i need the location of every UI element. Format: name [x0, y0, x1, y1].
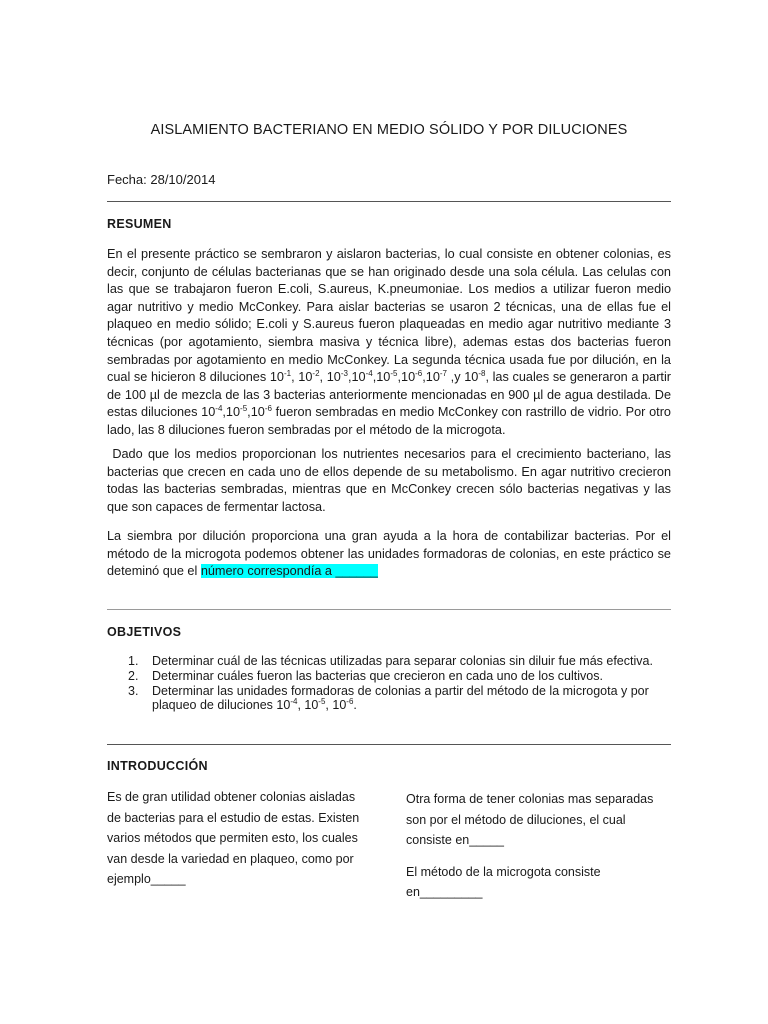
resumen-heading: RESUMEN [107, 217, 172, 231]
superscript: -8 [478, 369, 486, 379]
text-run: ,10 [247, 405, 265, 420]
text-run: ,10 [347, 370, 366, 385]
list-item-text: Determinar cuál de las técnicas utilizadas para separar colonias sin diluir fue más efectiva. [152, 654, 653, 668]
text-run: , 10 [319, 370, 341, 385]
text-run: , 10 [325, 698, 347, 713]
text-run: ,10 [397, 370, 416, 385]
highlighted-text: número correspondía a ______ [200, 564, 378, 579]
text-run: ,10 [372, 370, 391, 385]
intro-right-paragraph-2: El método de la microgota consiste en_________ [406, 864, 601, 899]
section-divider [107, 744, 671, 745]
superscript: -1 [283, 369, 292, 379]
list-item-text [152, 684, 649, 713]
document-title: AISLAMIENTO BACTERIANO EN MEDIO SÓLIDO Y POR DILUCIONES [150, 122, 628, 138]
superscript: -6 [346, 697, 354, 707]
text-run: En el presente práctico se sembraron y aislaron bacterias, lo cual consiste en obtener colonias, es decir, conjunto de células bacterianas que se han originado desde una sola célula. Las celulas con las que se trabajaron fueron E.coli, S.aureus, K.pneumoniae. Los medios a utilizar fueron medio agar nutritivo y medio McConkey. Para aislar bacterias se usaron 2 técnicas, una de ellas fue el plaqueo en medio sólido; E.coli y S.aureus fueron plaqueadas en medio agar nutritivo mediante 3 técnicas (por agotamiento, siembra masiva y técnica libre), ademas estas dos bacterias fueron sembradas por agotamiento en medio McConkey. La segunda técnica usada fue por dilución, en la cual se hicieron 8 diluciones 10 [107, 247, 671, 385]
superscript: -4 [290, 697, 298, 707]
list-item [107, 684, 671, 714]
superscript: -4 [365, 369, 373, 379]
intro-left-paragraph: Es de gran utilidad obtener colonias aisladas de bacterias para el estudio de estas. Existen varios métodos que permiten esto, los cuales van desde la variedad en plaqueo, como por ejemplo_____ [107, 790, 360, 886]
intro-right-column [406, 789, 671, 903]
intro-left-column [107, 787, 369, 890]
list-item-text: Determinar cuáles fueron las bacterias que crecieron en cada uno de los cultivos. [152, 668, 603, 683]
superscript: -6 [415, 369, 423, 379]
list-item [107, 654, 671, 669]
text-run: fueron sembradas en medio McConkey con rastrillo de vidrio. Por otro lado, las 8 diluciones fueron sembradas por el método de la microgota. [107, 405, 671, 437]
resumen-paragraph-2: Dado que los medios proporcionan los nutrientes necesarios para el crecimiento bacteriano, las bacterias que crecen en cada uno de ellos depende de su metabolismo. En agar nutritivo crecieron todas las bacterias sembradas, mientras que en McConkey crecen sólo bacterias negativas y las que son capaces de fermentar lactosa. [107, 447, 675, 514]
list-number: 3. [128, 683, 139, 698]
superscript: -2 [312, 369, 320, 379]
text-run: , 10 [291, 370, 313, 385]
text-run: ,10 [222, 405, 241, 420]
text-run: ,10 [422, 370, 440, 385]
section-divider [107, 201, 671, 202]
superscript: -5 [318, 697, 326, 707]
superscript: -3 [340, 369, 348, 379]
objetivos-heading: OBJETIVOS [107, 625, 182, 639]
text-run: ,y 10 [447, 370, 479, 385]
text-run: , las cuales se generaron a partir de 100 µl de mezcla de las 3 bacterias anteriormente mencionadas en 900 µl de agua destilada. De estas diluciones 10 [107, 370, 671, 420]
list-number: 2. [128, 668, 139, 683]
text-run: La siembra por dilución proporciona una gran ayuda a la hora de contabilizar bacterias. Por el método de la microgota podemos obtener las unidades formadoras de colonias, en este práctico se deteminó que el [107, 529, 671, 579]
text-run: , 10 [297, 698, 319, 713]
resumen-paragraph-1 [107, 246, 671, 440]
superscript: -6 [264, 404, 272, 414]
objectives-list [107, 654, 671, 713]
list-item [107, 669, 671, 684]
section-divider [107, 609, 671, 610]
resumen-paragraph-3 [107, 528, 671, 581]
list-number: 1. [128, 654, 139, 668]
superscript: -5 [390, 369, 398, 379]
text-run: Determinar las unidades formadoras de colonias a partir del método de la microgota y por plaqueo de diluciones 10 [152, 683, 649, 713]
superscript: -4 [215, 404, 223, 414]
introduccion-heading: INTRODUCCIÓN [107, 759, 208, 773]
superscript: -7 [439, 369, 448, 379]
intro-right-paragraph-1: Otra forma de tener colonias mas separadas son por el método de diluciones, el cual consiste en_____ [406, 792, 654, 847]
date-line: Fecha: 28/10/2014 [107, 172, 216, 187]
text-run: . [353, 698, 357, 713]
superscript: -5 [240, 404, 248, 414]
